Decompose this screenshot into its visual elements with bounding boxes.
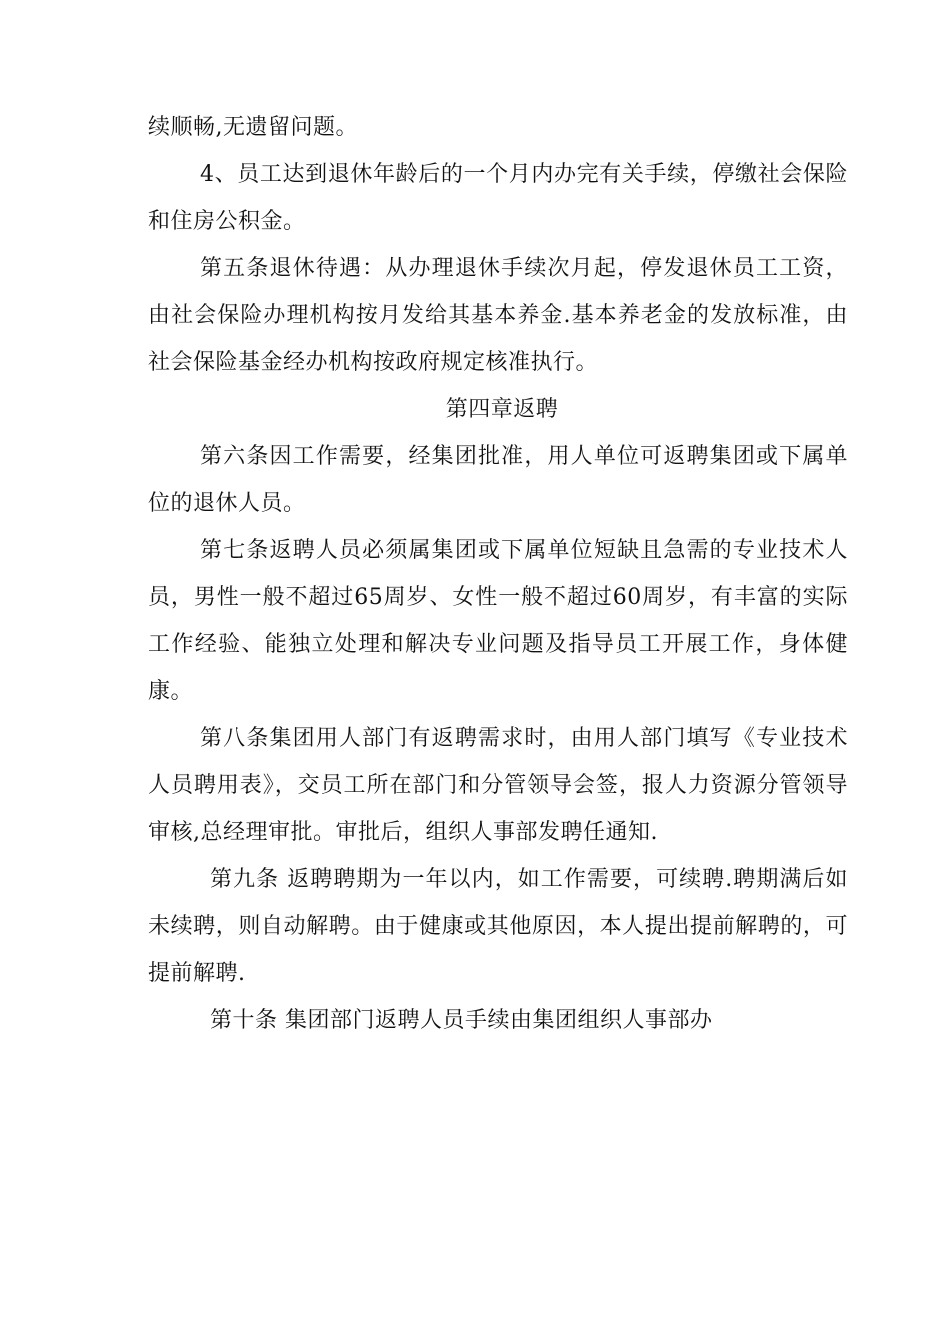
paragraph-item-4: 4、员工达到退休年龄后的一个月内办完有关手续，停缴社会保险和住房公积金。 bbox=[148, 162, 848, 234]
chapter-heading: 第四章返聘 bbox=[445, 397, 559, 422]
paragraph-article-7: 第七条返聘人员必须属集团或下属单位短缺且急需的专业技术人员，男性一般不超过65周岁、女性一般不超过60周岁，有丰富的实际工作经验、能独立处理和解决专业问题及指导员工开展工作，身体健康。 bbox=[148, 538, 848, 704]
paragraph-article-6: 第六条因工作需要，经集团批准，用人单位可返聘集团或下属单位的退休人员。 bbox=[148, 444, 848, 516]
paragraph-continuation: 续顺畅,无遗留问题。 bbox=[148, 115, 358, 140]
document-body bbox=[148, 104, 848, 1044]
paragraph-article-9: 第九条 返聘聘期为一年以内，如工作需要，可续聘.聘期满后如未续聘，则自动解聘。由于健康或其他原因，本人提出提前解聘的，可提前解聘. bbox=[148, 867, 848, 986]
paragraph-article-5: 第五条退休待遇：从办理退休手续次月起，停发退休员工工资，由社会保险办理机构按月发给其基本养金.基本养老金的发放标准，由社会保险基金经办机构按政府规定核准执行。 bbox=[148, 256, 848, 375]
paragraph-article-10: 第十条 集团部门返聘人员手续由集团组织人事部办 bbox=[210, 1008, 713, 1033]
paragraph-article-8: 第八条集团用人部门有返聘需求时，由用人部门填写《专业技术人员聘用表》，交员工所在部门和分管领导会签，报人力资源分管领导审核,总经理审批。审批后，组织人事部发聘任通知. bbox=[148, 726, 848, 845]
